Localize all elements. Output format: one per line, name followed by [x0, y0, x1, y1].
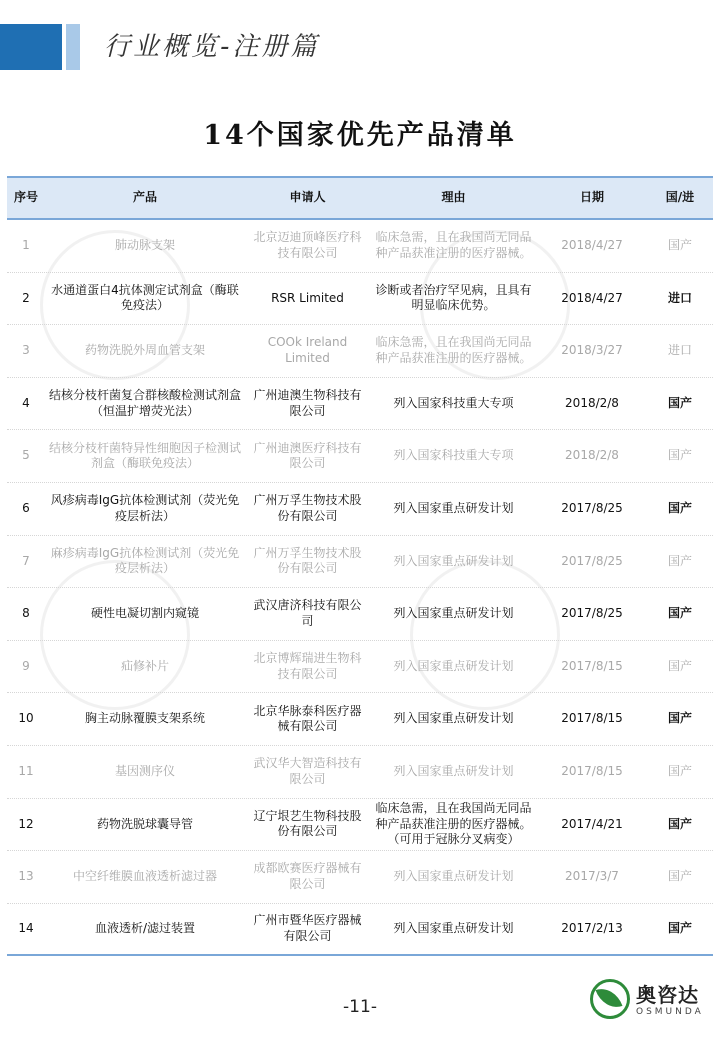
- cell-applicant: RSR Limited: [271, 290, 344, 305]
- cell-date: 2017/8/25: [561, 553, 623, 568]
- table-row: [7, 641, 713, 694]
- cell-applicant: 辽宁垠艺生物科技股份有限公司: [253, 808, 362, 839]
- cell-reason: 列入国家重点研发计划: [393, 711, 514, 726]
- cell-no: 1: [22, 238, 30, 252]
- cell-date: 2018/4/27: [561, 238, 623, 252]
- cell-date: 2017/4/21: [561, 816, 623, 831]
- table-header: [7, 176, 713, 220]
- cell-product: 胸主动脉覆膜支架系统: [84, 711, 205, 726]
- cell-no: 3: [22, 343, 30, 358]
- cell-applicant: 北京迈迪顶峰医疗科技有限公司: [253, 230, 362, 260]
- cell-reason: 临床急需，且在我国尚无同品种产品获准注册的医疗器械。: [375, 230, 532, 260]
- cell-date: 2017/8/25: [561, 500, 623, 515]
- page-number: -11-: [343, 997, 377, 1017]
- header-date: 日期: [579, 190, 604, 205]
- cell-reason: 列入国家重点研发计划: [393, 763, 514, 778]
- section-title: 行业概览-注册篇: [104, 32, 320, 62]
- table-row: [7, 851, 713, 904]
- cell-date: 2018/2/8: [565, 395, 619, 410]
- cell-type: 国产: [667, 869, 692, 884]
- table-row: [7, 799, 713, 852]
- header-no: 序号: [13, 190, 38, 205]
- cell-type: 国产: [667, 553, 692, 568]
- cell-applicant: 广州万孚生物技术股份有限公司: [253, 545, 362, 576]
- cell-type: 国产: [667, 711, 692, 726]
- cell-product: 水通道蛋白4抗体测定试剂盒（酶联免疫法）: [51, 282, 239, 313]
- cell-type: 国产: [667, 816, 692, 831]
- cell-type: 国产: [667, 763, 692, 778]
- table-row: [7, 536, 713, 589]
- cell-reason: 列入国家重点研发计划: [393, 606, 514, 621]
- cell-reason: 临床急需，且在我国尚无同品种产品获准注册的医疗器械。: [375, 335, 532, 365]
- header-applicant: 申请人: [289, 190, 326, 205]
- header-reason: 理由: [441, 190, 466, 205]
- cell-no: 11: [18, 763, 34, 778]
- cell-no: 4: [22, 395, 30, 410]
- cell-reason: 列入国家科技重大专项: [393, 448, 514, 463]
- cell-product: 麻疹病毒IgG抗体检测试剂（荧光免疫层析法）: [50, 545, 240, 576]
- cell-reason: 列入国家重点研发计划: [393, 500, 514, 515]
- logo-chinese-name: 奥咨达: [636, 983, 699, 1007]
- cell-type: 国产: [667, 395, 692, 410]
- cell-reason: 诊断或者治疗罕见病，且具有明显临床优势。: [375, 282, 532, 313]
- table-row: [7, 483, 713, 536]
- cell-type: 国产: [667, 448, 692, 463]
- cell-date: 2018/4/27: [561, 290, 623, 305]
- cell-date: 2017/8/15: [561, 763, 623, 778]
- table-row: [7, 430, 713, 483]
- cell-no: 14: [18, 921, 34, 936]
- cell-date: 2018/2/8: [565, 448, 619, 463]
- cell-product: 结核分枝杆菌复合群核酸检测试剂盒（恒温扩增荧光法）: [49, 387, 242, 418]
- table-row: [7, 220, 713, 273]
- cell-product: 肺动脉支架: [114, 238, 175, 252]
- header-accent-block: [0, 24, 62, 70]
- cell-reason: 临床急需，且在我国尚无同品种产品获准注册的医疗器械。（可用于冠脉分叉病变）: [375, 800, 532, 847]
- cell-date: 2017/2/13: [561, 921, 623, 936]
- cell-date: 2017/8/15: [561, 658, 623, 673]
- cell-date: 2018/3/27: [561, 343, 623, 358]
- cell-product: 基因测序仪: [114, 763, 175, 778]
- cell-no: 7: [22, 553, 30, 568]
- cell-type: 国产: [667, 658, 692, 673]
- table-row: [7, 273, 713, 326]
- table-row: [7, 904, 713, 957]
- cell-no: 2: [22, 290, 30, 305]
- cell-type: 国产: [667, 921, 692, 936]
- table-row: [7, 378, 713, 431]
- cell-product: 风疹病毒IgG抗体检测试剂（荧光免疫层析法）: [50, 493, 240, 523]
- cell-no: 6: [22, 500, 30, 515]
- cell-reason: 列入国家科技重大专项: [393, 395, 514, 410]
- logo-english-name: OSMUNDA: [636, 1007, 704, 1017]
- cell-no: 5: [22, 448, 30, 463]
- priority-products-table: [7, 176, 713, 956]
- cell-type: 国产: [667, 238, 692, 252]
- cell-product: 结核分枝杆菌特异性细胞因子检测试剂盒（酶联免疫法）: [49, 440, 242, 471]
- cell-type: 国产: [667, 500, 692, 515]
- cell-product: 中空纤维膜血液透析滤过器: [72, 869, 217, 884]
- cell-applicant: 广州迪澳生物科技有限公司: [253, 387, 362, 418]
- cell-no: 8: [22, 606, 30, 621]
- cell-applicant: 广州万孚生物技术股份有限公司: [253, 493, 362, 523]
- cell-date: 2017/8/15: [561, 711, 623, 726]
- cell-applicant: 成都欧赛医疗器械有限公司: [253, 861, 362, 891]
- table-row: [7, 588, 713, 641]
- cell-type: 进口: [667, 343, 692, 358]
- cell-applicant: 武汉唐济科技有限公司: [253, 598, 362, 628]
- cell-applicant: 北京华脉泰科医疗器械有限公司: [253, 703, 362, 734]
- cell-reason: 列入国家重点研发计划: [393, 869, 514, 884]
- cell-applicant: 北京博辉瑞进生物科技有限公司: [253, 650, 362, 681]
- cell-product: 药物洗脱外周血管支架: [84, 343, 205, 358]
- cell-applicant: 武汉华大智造科技有限公司: [253, 756, 362, 786]
- cell-date: 2017/3/7: [565, 869, 619, 884]
- table-row: [7, 325, 713, 378]
- cell-product: 血液透析/滤过装置: [94, 921, 196, 936]
- cell-applicant: COOk Ireland Limited: [267, 335, 348, 365]
- table-row: [7, 693, 713, 746]
- cell-applicant: 广州市暨华医疗器械有限公司: [253, 913, 362, 944]
- header-accent-stripe: [66, 24, 80, 70]
- osmunda-logo: [590, 977, 710, 1023]
- cell-applicant: 广州迪澳医疗科技有限公司: [253, 440, 362, 471]
- cell-product: 疝修补片: [120, 658, 169, 673]
- cell-no: 13: [18, 869, 34, 884]
- cell-type: 国产: [667, 606, 692, 621]
- cell-type: 进口: [667, 290, 692, 305]
- table-row: [7, 746, 713, 799]
- cell-reason: 列入国家重点研发计划: [393, 921, 514, 936]
- cell-no: 10: [18, 711, 34, 726]
- header-product: 产品: [132, 190, 157, 205]
- cell-no: 9: [22, 658, 30, 673]
- cell-date: 2017/8/25: [561, 606, 623, 621]
- cell-reason: 列入国家重点研发计划: [393, 553, 514, 568]
- header-type: 国/进: [665, 190, 695, 205]
- cell-product: 药物洗脱球囊导管: [96, 816, 193, 831]
- cell-reason: 列入国家重点研发计划: [393, 658, 514, 673]
- cell-no: 12: [18, 816, 34, 831]
- cell-product: 硬性电凝切割内窥镜: [90, 606, 199, 621]
- page-title: 14个国家优先产品清单: [203, 120, 517, 151]
